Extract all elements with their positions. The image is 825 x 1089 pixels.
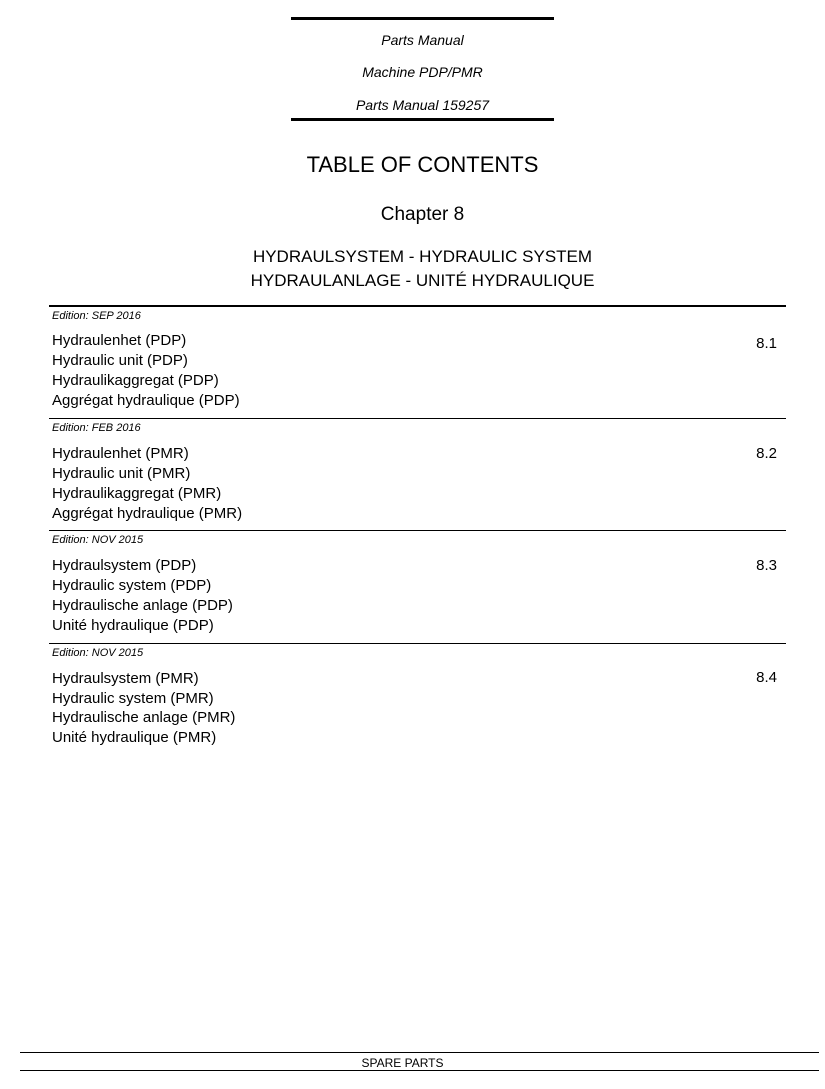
footer-rule-bottom (20, 1070, 819, 1071)
document-header (291, 17, 554, 121)
section-number[interactable]: 8.3 (756, 557, 777, 574)
entry-title-english[interactable]: Hydraulic unit (PDP) (52, 352, 188, 369)
entry-title-german[interactable]: Hydraulikaggregat (PDP) (52, 372, 219, 389)
chapter-heading: Chapter 8 (380, 204, 465, 225)
edition-label: Edition: NOV 2015 (52, 534, 144, 546)
toc-section-8-3 (49, 531, 786, 644)
header-machine: Machine PDP/PMR (362, 64, 483, 80)
entry-title-german[interactable]: Hydraulikaggregat (PMR) (52, 485, 222, 502)
entry-title-swedish[interactable]: Hydraulenhet (PMR) (52, 445, 189, 462)
entry-title-french[interactable]: Aggrégat hydraulique (PDP) (52, 392, 240, 409)
toc-section-8-4 (49, 644, 786, 756)
entry-title-german[interactable]: Hydraulische anlage (PMR) (52, 709, 236, 726)
entry-title-english[interactable]: Hydraulic system (PDP) (52, 577, 212, 594)
toc-section-8-2 (49, 419, 786, 531)
footer-label: SPARE PARTS (361, 1056, 444, 1070)
entry-title-swedish[interactable]: Hydraulsystem (PDP) (52, 557, 197, 574)
entry-title-english[interactable]: Hydraulic unit (PMR) (52, 465, 191, 482)
header-manual-number: Parts Manual 159257 (355, 97, 490, 113)
entry-title-french[interactable]: Unité hydraulique (PMR) (52, 729, 217, 746)
entry-title-swedish[interactable]: Hydraulsystem (PMR) (52, 670, 199, 687)
chapter-subtitle-line-2: HYDRAULANLAGE - UNITÉ HYDRAULIQUE (250, 271, 595, 290)
header-manual-type: Parts Manual (381, 32, 464, 48)
section-number[interactable]: 8.4 (756, 669, 777, 686)
edition-label: Edition: NOV 2015 (52, 647, 144, 659)
entry-title-french[interactable]: Aggrégat hydraulique (PMR) (52, 505, 243, 522)
entry-title-swedish[interactable]: Hydraulenhet (PDP) (52, 332, 187, 349)
edition-label: Edition: FEB 2016 (52, 422, 141, 434)
entry-title-english[interactable]: Hydraulic system (PMR) (52, 690, 214, 707)
entry-title-french[interactable]: Unité hydraulique (PDP) (52, 617, 214, 634)
entry-title-german[interactable]: Hydraulische anlage (PDP) (52, 597, 233, 614)
section-number[interactable]: 8.1 (756, 335, 777, 352)
page-title: TABLE OF CONTENTS (306, 152, 539, 177)
toc-section-8-1 (49, 307, 786, 419)
chapter-subtitle-line-1: HYDRAULSYSTEM - HYDRAULIC SYSTEM (252, 247, 593, 266)
section-number[interactable]: 8.2 (756, 445, 777, 462)
edition-label: Edition: SEP 2016 (52, 310, 141, 322)
footer-rule-top (20, 1052, 819, 1053)
